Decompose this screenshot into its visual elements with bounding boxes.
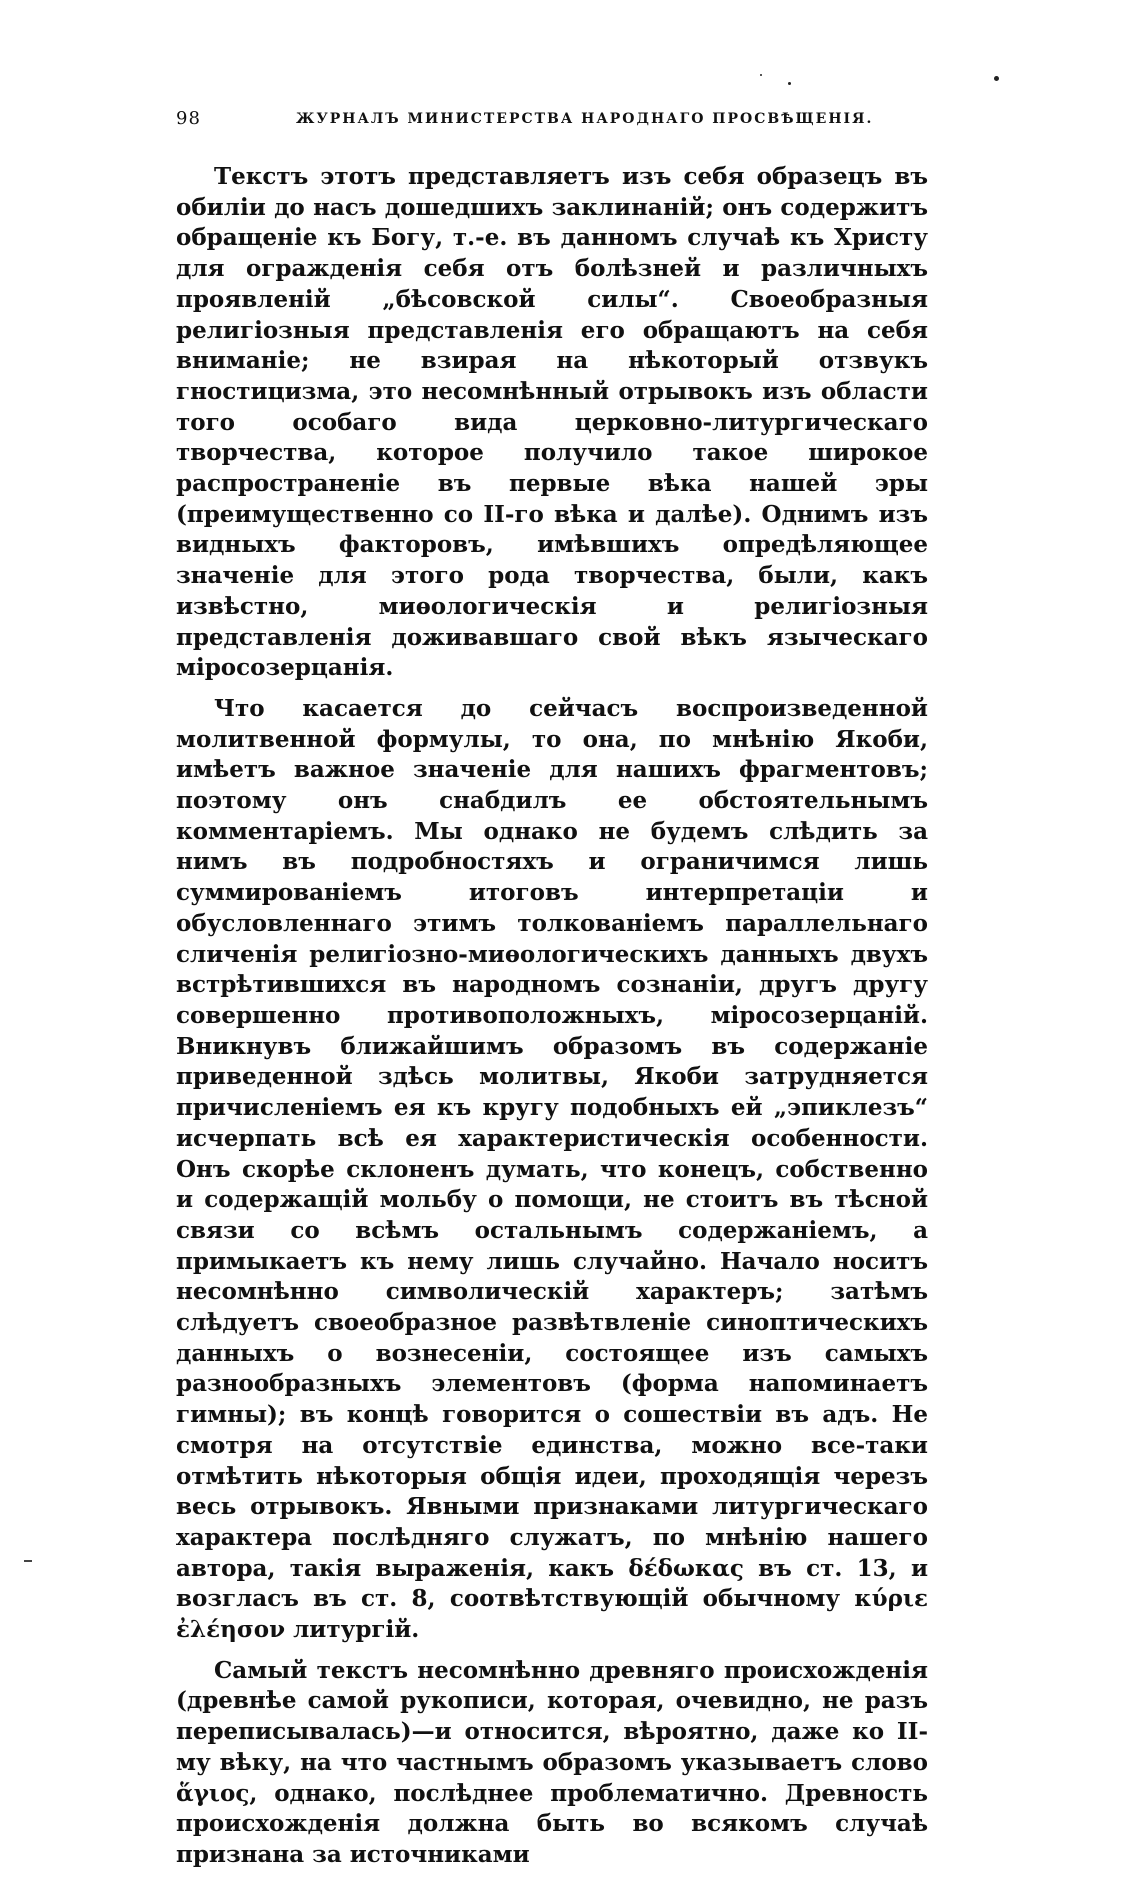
paragraph-2: Что касается до сейчасъ воспроизведенной молитвенной формулы, то она, по мнѣнію Якоби, имѣетъ важное значеніе для нашихъ фрагментовъ; поэтому онъ снабдилъ ее обстоятельнымъ комментаріемъ. Мы однако не будемъ слѣдить за нимъ въ подробностяхъ и ограничимся лишь суммированіемъ итоговъ интерпретаціи и обусловленнаго этимъ толкованіемъ параллельнаго сличенія религіозно-миѳологическихъ данныхъ двухъ встрѣтившихся въ народномъ сознаніи, другъ другу совершенно противоположныхъ, міросозерцаній. Вникнувъ ближайшимъ образомъ въ содержаніе приведенной здѣсь молитвы, Якоби затрудняется причисленіемъ ея къ кругу подобныхъ ей „эпиклезъ“ исчерпать всѣ ея характеристическія особенности. Онъ скорѣе склоненъ думать, что конецъ, собственно и содержащій мольбу о помощи, не стоитъ въ тѣсной связи со всѣмъ остальнымъ содержаніемъ, а примыкаетъ къ нему лишь случайно. Начало носитъ несомнѣнно символическій характеръ; затѣмъ слѣдуетъ своеобразное развѣтвленіе синоптическихъ данныхъ о вознесеніи, состоящее изъ самыхъ разнообразныхъ элементовъ (форма напоминаетъ гимны); въ концѣ говорится о сошествіи въ адъ. Не смотря на отсутствіе единства, можно все-таки отмѣтить нѣкоторыя общія идеи, проходящія черезъ весь отрывокъ. Явными признаками литургическаго характера послѣдняго служатъ, по мнѣнію нашего автора, такія выраженія, какъ δέδωκας въ ст. 13, и возгласъ въ ст. 8, соотвѣтствующій обычному κύριε ἐλέησον литургій.	[176, 694, 928, 1644]
scan-speck	[760, 74, 762, 76]
page-number: 98	[176, 108, 201, 129]
scan-speck	[994, 76, 999, 81]
paragraph-1: Текстъ этотъ представляетъ изъ себя образецъ въ обиліи до насъ дошедшихъ заклинаній; онъ содержитъ обращеніе къ Богу, т.-е. въ данномъ случаѣ къ Христу для огражденія себя отъ болѣзней и различныхъ проявленій „бѣсовской силы“. Своеобразныя религіозныя представленія его обращаютъ на себя вниманіе; не взирая на нѣкоторый отзвукъ гностицизма, это несомнѣнный отрывокъ изъ области того особаго вида церковно-литургическаго творчества, которое получило такое широкое распространеніе въ первые вѣка нашей эры (преимущественно со II-го вѣка и далѣе). Однимъ изъ видныхъ факторовъ, имѣвшихъ опредѣляющее значеніе для этого рода творчества, были, какъ извѣстно, миѳологическія и религіозныя представленія доживавшаго свой вѣкъ языческаго міросозерцанія.	[176, 163, 928, 682]
paragraph-3: Самый текстъ несомнѣнно древняго происхожденія (древнѣе самой рукописи, которая, очевидно, не разъ переписывалась)—и относится, вѣроятно, даже ко II-му вѣку, на что частнымъ образомъ указываетъ слово ἅγιος, однако, послѣднее проблематично. Древность происхожденія должна быть во всякомъ случаѣ признана за источниками	[176, 1656, 928, 1868]
body-text	[176, 162, 928, 1881]
running-title: ЖУРНАЛЪ МИНИСТЕРСТВА НАРОДНАГО ПРОСВѢЩЕНІЯ.	[296, 111, 874, 127]
scan-mark	[24, 1560, 32, 1562]
scan-speck	[788, 82, 791, 85]
page-header	[176, 108, 926, 138]
